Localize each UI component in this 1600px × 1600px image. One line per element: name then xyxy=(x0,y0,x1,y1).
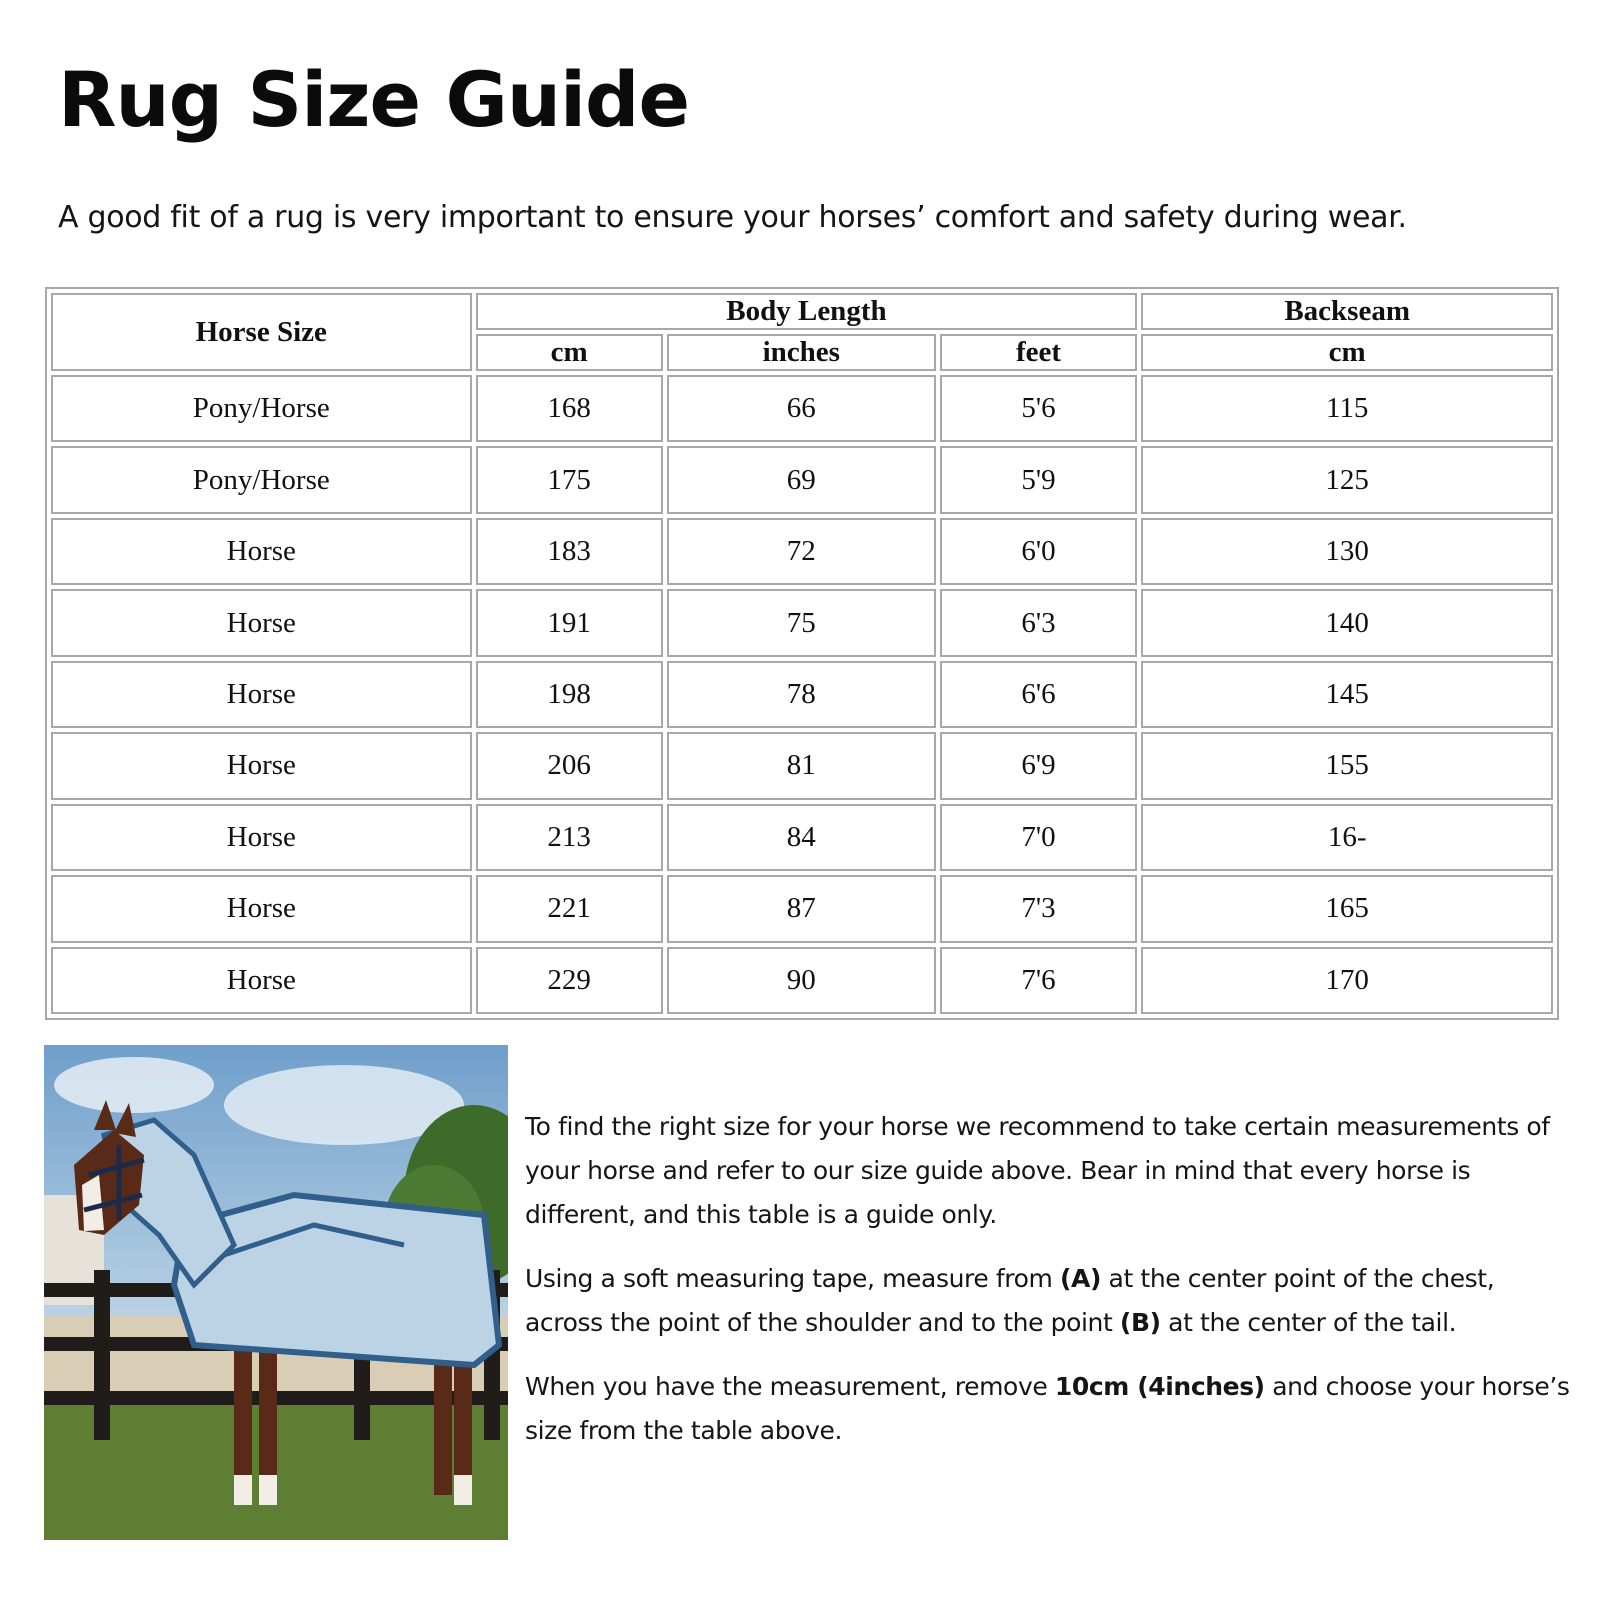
horse-illustration xyxy=(44,1045,508,1540)
cell-size: Pony/Horse xyxy=(51,446,472,513)
cell-inches: 87 xyxy=(667,875,936,942)
cell-feet: 6'0 xyxy=(940,518,1138,585)
cloud xyxy=(54,1057,214,1113)
size-table xyxy=(47,289,1557,1018)
table-row xyxy=(51,661,1553,728)
cell-cm: 206 xyxy=(476,732,663,799)
horse-leg xyxy=(234,1345,252,1495)
page-subtitle: A good fit of a rug is very important to ensure your horses’ comfort and safety during wear. xyxy=(58,200,1407,235)
table-row xyxy=(51,947,1553,1015)
cell-backseam: 16- xyxy=(1141,804,1553,871)
cell-backseam: 130 xyxy=(1141,518,1553,585)
cell-inches: 72 xyxy=(667,518,936,585)
cell-inches: 84 xyxy=(667,804,936,871)
deduction-amount: 10cm (4inches) xyxy=(1054,1372,1265,1401)
cell-backseam: 155 xyxy=(1141,732,1553,799)
cell-backseam: 165 xyxy=(1141,875,1553,942)
table-row xyxy=(51,375,1553,442)
cell-feet: 7'0 xyxy=(940,804,1138,871)
cell-backseam: 140 xyxy=(1141,589,1553,656)
table-row xyxy=(51,875,1553,942)
header-horse-size: Horse Size xyxy=(51,293,472,371)
cell-cm: 183 xyxy=(476,518,663,585)
table-header-row xyxy=(51,293,1553,330)
header-backseam: Backseam xyxy=(1141,293,1553,330)
text-span: When you have the measurement, remove xyxy=(525,1372,1055,1401)
text-span: and choose your horse’s size from the table above. xyxy=(525,1372,1570,1445)
header-body-length: Body Length xyxy=(476,293,1138,330)
cell-inches: 75 xyxy=(667,589,936,656)
horse-sock xyxy=(259,1475,277,1505)
table-row xyxy=(51,732,1553,799)
cell-size: Horse xyxy=(51,661,472,728)
cell-backseam: 125 xyxy=(1141,446,1553,513)
cell-inches: 78 xyxy=(667,661,936,728)
size-table-frame xyxy=(45,287,1559,1020)
fence-post xyxy=(94,1270,110,1440)
horse-sock xyxy=(454,1475,472,1505)
cell-cm: 198 xyxy=(476,661,663,728)
table-row xyxy=(51,446,1553,513)
cell-size: Pony/Horse xyxy=(51,375,472,442)
cell-cm: 168 xyxy=(476,375,663,442)
cell-cm: 221 xyxy=(476,875,663,942)
cell-feet: 6'6 xyxy=(940,661,1138,728)
text-span: at the center point of the chest, across the point of the shoulder and to the point xyxy=(525,1264,1495,1337)
cell-size: Horse xyxy=(51,947,472,1015)
instructions-paragraph-2 xyxy=(525,1257,1575,1345)
cell-inches: 69 xyxy=(667,446,936,513)
cell-inches: 66 xyxy=(667,375,936,442)
horse-sock xyxy=(234,1475,252,1505)
cell-backseam: 145 xyxy=(1141,661,1553,728)
cell-feet: 5'6 xyxy=(940,375,1138,442)
header-cm: cm xyxy=(476,334,663,371)
horse-leg xyxy=(434,1345,452,1495)
table-row xyxy=(51,518,1553,585)
cell-backseam: 115 xyxy=(1141,375,1553,442)
text-span: Using a soft measuring tape, measure from xyxy=(525,1264,1061,1293)
cell-backseam: 170 xyxy=(1141,947,1553,1015)
cell-cm: 175 xyxy=(476,446,663,513)
instructions-paragraph-1: To find the right size for your horse we recommend to take certain measurements of your horse and refer to our size guide above. Bear in mind that every horse is different, and this table is a guide only. xyxy=(525,1112,1550,1229)
header-feet: feet xyxy=(940,334,1138,371)
cell-feet: 7'3 xyxy=(940,875,1138,942)
header-backseam-cm: cm xyxy=(1141,334,1553,371)
cell-inches: 90 xyxy=(667,947,936,1015)
text-span: at the center of the tail. xyxy=(1160,1308,1457,1337)
cell-cm: 191 xyxy=(476,589,663,656)
cell-feet: 6'3 xyxy=(940,589,1138,656)
horse-rug-photo xyxy=(44,1045,508,1540)
instructions-paragraph-3 xyxy=(525,1365,1575,1453)
table-row xyxy=(51,804,1553,871)
cell-cm: 229 xyxy=(476,947,663,1015)
cell-inches: 81 xyxy=(667,732,936,799)
horse-leg xyxy=(259,1345,277,1495)
cell-size: Horse xyxy=(51,875,472,942)
cell-feet: 7'6 xyxy=(940,947,1138,1015)
cell-feet: 6'9 xyxy=(940,732,1138,799)
cell-size: Horse xyxy=(51,732,472,799)
cell-size: Horse xyxy=(51,518,472,585)
header-inches: inches xyxy=(667,334,936,371)
cell-feet: 5'9 xyxy=(940,446,1138,513)
point-a-label: (A) xyxy=(1060,1264,1102,1293)
page-title: Rug Size Guide xyxy=(58,55,689,144)
cell-size: Horse xyxy=(51,589,472,656)
measurement-instructions xyxy=(525,1105,1575,1473)
cell-cm: 213 xyxy=(476,804,663,871)
cell-size: Horse xyxy=(51,804,472,871)
table-row xyxy=(51,589,1553,656)
point-b-label: (B) xyxy=(1119,1308,1161,1337)
